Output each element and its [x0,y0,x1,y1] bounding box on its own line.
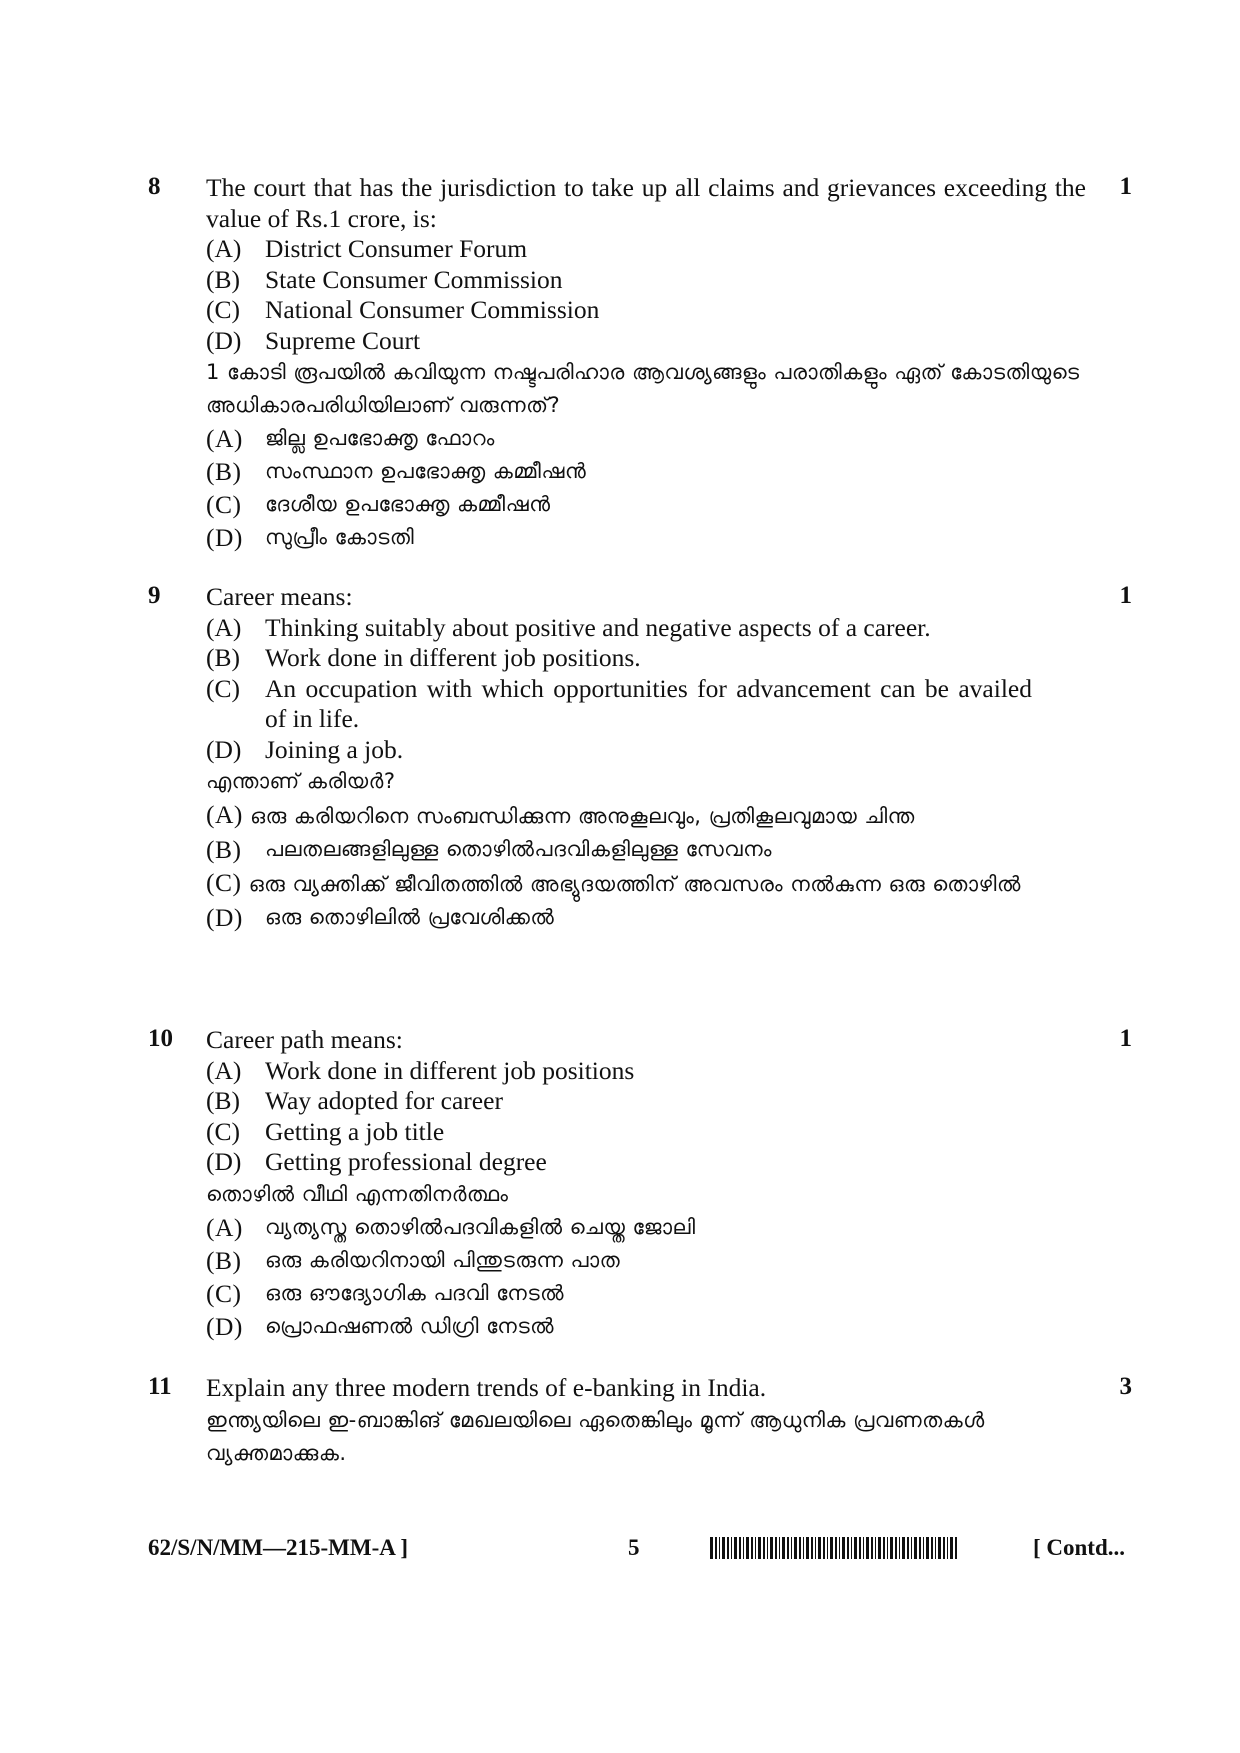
option-malayalam [206,422,1086,455]
question-text-malayalam: ഇന്ത്യയിലെ ഇ-ബാങ്കിങ് മേഖലയിലെ ഏതെങ്കിലും മൂന്ന് ആധുനിക പ്രവണതകൾ വ്യക്തമാക്കുക. [206,1407,985,1465]
option-text: സുപ്രീം കോടതി [265,525,415,549]
page-footer [148,1535,1125,1565]
option-malayalam [206,901,1086,934]
question-text-malayalam: തൊഴിൽ വീഥി എന്നതിനർത്ഥം [206,1181,509,1206]
option-malayalam [206,521,1086,554]
option-label: (A) [206,1212,243,1242]
question-text-english: The court that has the jurisdiction to take up all claims and grievances exceeding the value of Rs.1 crore, is: [206,173,1086,233]
option-english [206,1086,1086,1117]
option-malayalam [206,1310,1086,1343]
question-text-malayalam: എന്താണ് കരിയർ? [206,769,396,793]
option-english [206,1056,1086,1087]
option-text: Supreme Court [265,325,421,355]
option-malayalam [206,1277,1086,1310]
option-label: (B) [206,643,240,672]
paper-code: 62/S/N/MM—215-MM-A ] [148,1535,408,1560]
option-text: Thinking suitably about positive and negative aspects of a career. [265,612,931,642]
question-marks: 1 [1119,173,1132,200]
option-english [206,1117,1086,1148]
option-label: (D) [206,903,243,932]
option-label: (B) [206,1245,242,1275]
option-malayalam [206,866,1132,901]
option-label: (A) [206,424,243,453]
option-english [206,326,1086,357]
option-english [206,674,1032,735]
option-text: ഒരു കരിയറിനെ സംബന്ധിക്കുന്ന അനുകൂലവും, പ്രതികൂലവുമായ ചിന്ത [250,804,915,828]
option-label: (A) [206,612,242,642]
option-label: (D) [206,734,242,764]
option-label: (D) [206,1311,243,1341]
option-text: പ്രൊഫഷണൽ ഡിഗ്രി നേടൽ [265,1313,555,1338]
option-label: (B) [206,264,240,294]
option-english [206,295,1086,326]
option-label: (D) [206,523,243,552]
option-malayalam [206,1211,1086,1244]
question-10 [148,1025,1132,1343]
question-9 [148,582,1132,934]
page-number: 5 [628,1535,640,1560]
option-text: District Consumer Forum [265,234,528,263]
question-text-malayalam: 1 കോടി രൂപയിൽ കവിയുന്ന നഷ്ടപരിഹാര ആവശ്യങ്ങളും പരാതികളും ഏത് കോടതിയുടെ അധികാരപരിധിയിലാണ് വരുന്നത്? [206,360,1080,417]
option-malayalam [206,488,1086,521]
option-text: വ്യത്യസ്ത തൊഴിൽപദവികളിൽ ചെയ്ത ജോലി [265,1214,696,1239]
option-label: (A) [206,800,243,829]
option-english [206,613,1086,644]
option-text: State Consumer Commission [265,264,563,294]
option-label: (C) [206,868,242,897]
option-malayalam [206,1244,1086,1277]
option-label: (D) [206,1147,242,1176]
option-label: (A) [206,234,242,263]
question-text-english: Career means: [206,582,353,611]
question-number: 11 [148,1373,172,1400]
option-text: ഒരു തൊഴിലിൽ പ്രവേശിക്കൽ [265,905,555,929]
question-marks: 1 [1119,1025,1132,1052]
option-label: (C) [206,1116,240,1146]
option-label: (C) [206,1278,242,1308]
question-text-english: Explain any three modern trends of e-banking in India. [206,1373,767,1402]
option-text: Getting professional degree [265,1147,547,1176]
option-label: (C) [206,295,240,324]
option-label: (B) [206,835,242,864]
continued-label: [ Contd... [1032,1535,1125,1560]
option-text: ജില്ല ഉപഭോക്തൃ ഫോറം [265,426,495,450]
option-text: Way adopted for career [265,1086,503,1115]
question-text-english: Career path means: [206,1025,403,1054]
option-text: പലതലങ്ങളിലുള്ള തൊഴിൽപദവികളിലുള്ള സേവനം [265,837,772,861]
option-malayalam [206,833,1086,866]
option-malayalam [206,455,1086,488]
option-text: An occupation with which opportunities for advancement can be availed of in life. [265,673,1032,733]
option-english [206,234,1086,265]
question-marks: 3 [1119,1373,1132,1400]
option-label: (A) [206,1055,242,1085]
option-label: (B) [206,457,242,486]
option-text: സംസ്ഥാന ഉപഭോക്തൃ കമ്മീഷൻ [265,459,587,483]
option-english [206,735,1086,766]
question-8 [148,173,1132,554]
option-text: ഒരു വ്യക്തിക്ക് ജീവിതത്തിൽ അഭ്യുദയത്തിന് അവസരം നൽകുന്ന ഒരു തൊഴിൽ [248,872,1021,896]
option-label: (D) [206,325,242,355]
option-text: ദേശീയ ഉപഭോക്തൃ കമ്മീഷൻ [265,492,551,516]
question-number: 10 [148,1025,173,1052]
option-text: Work done in different job positions. [265,643,641,672]
option-text: Joining a job. [265,734,404,764]
option-text: Work done in different job positions [265,1055,635,1085]
option-english [206,265,1086,296]
option-text: ഒരു ഔദ്യോഗിക പദവി നേടൽ [265,1280,565,1305]
question-marks: 1 [1119,582,1132,609]
option-text: ഒരു കരിയറിനായി പിന്തുടരുന്ന പാത [265,1247,621,1272]
option-english [206,643,1086,674]
option-label: (C) [206,673,240,703]
question-number: 8 [148,173,161,200]
option-english [206,1147,1086,1178]
question-11 [148,1373,1132,1470]
question-number: 9 [148,582,161,609]
option-malayalam [206,798,1086,833]
option-text: National Consumer Commission [265,295,600,324]
option-label: (C) [206,490,242,519]
option-text: Getting a job title [265,1116,445,1146]
option-label: (B) [206,1086,240,1115]
barcode-icon [710,1537,960,1559]
